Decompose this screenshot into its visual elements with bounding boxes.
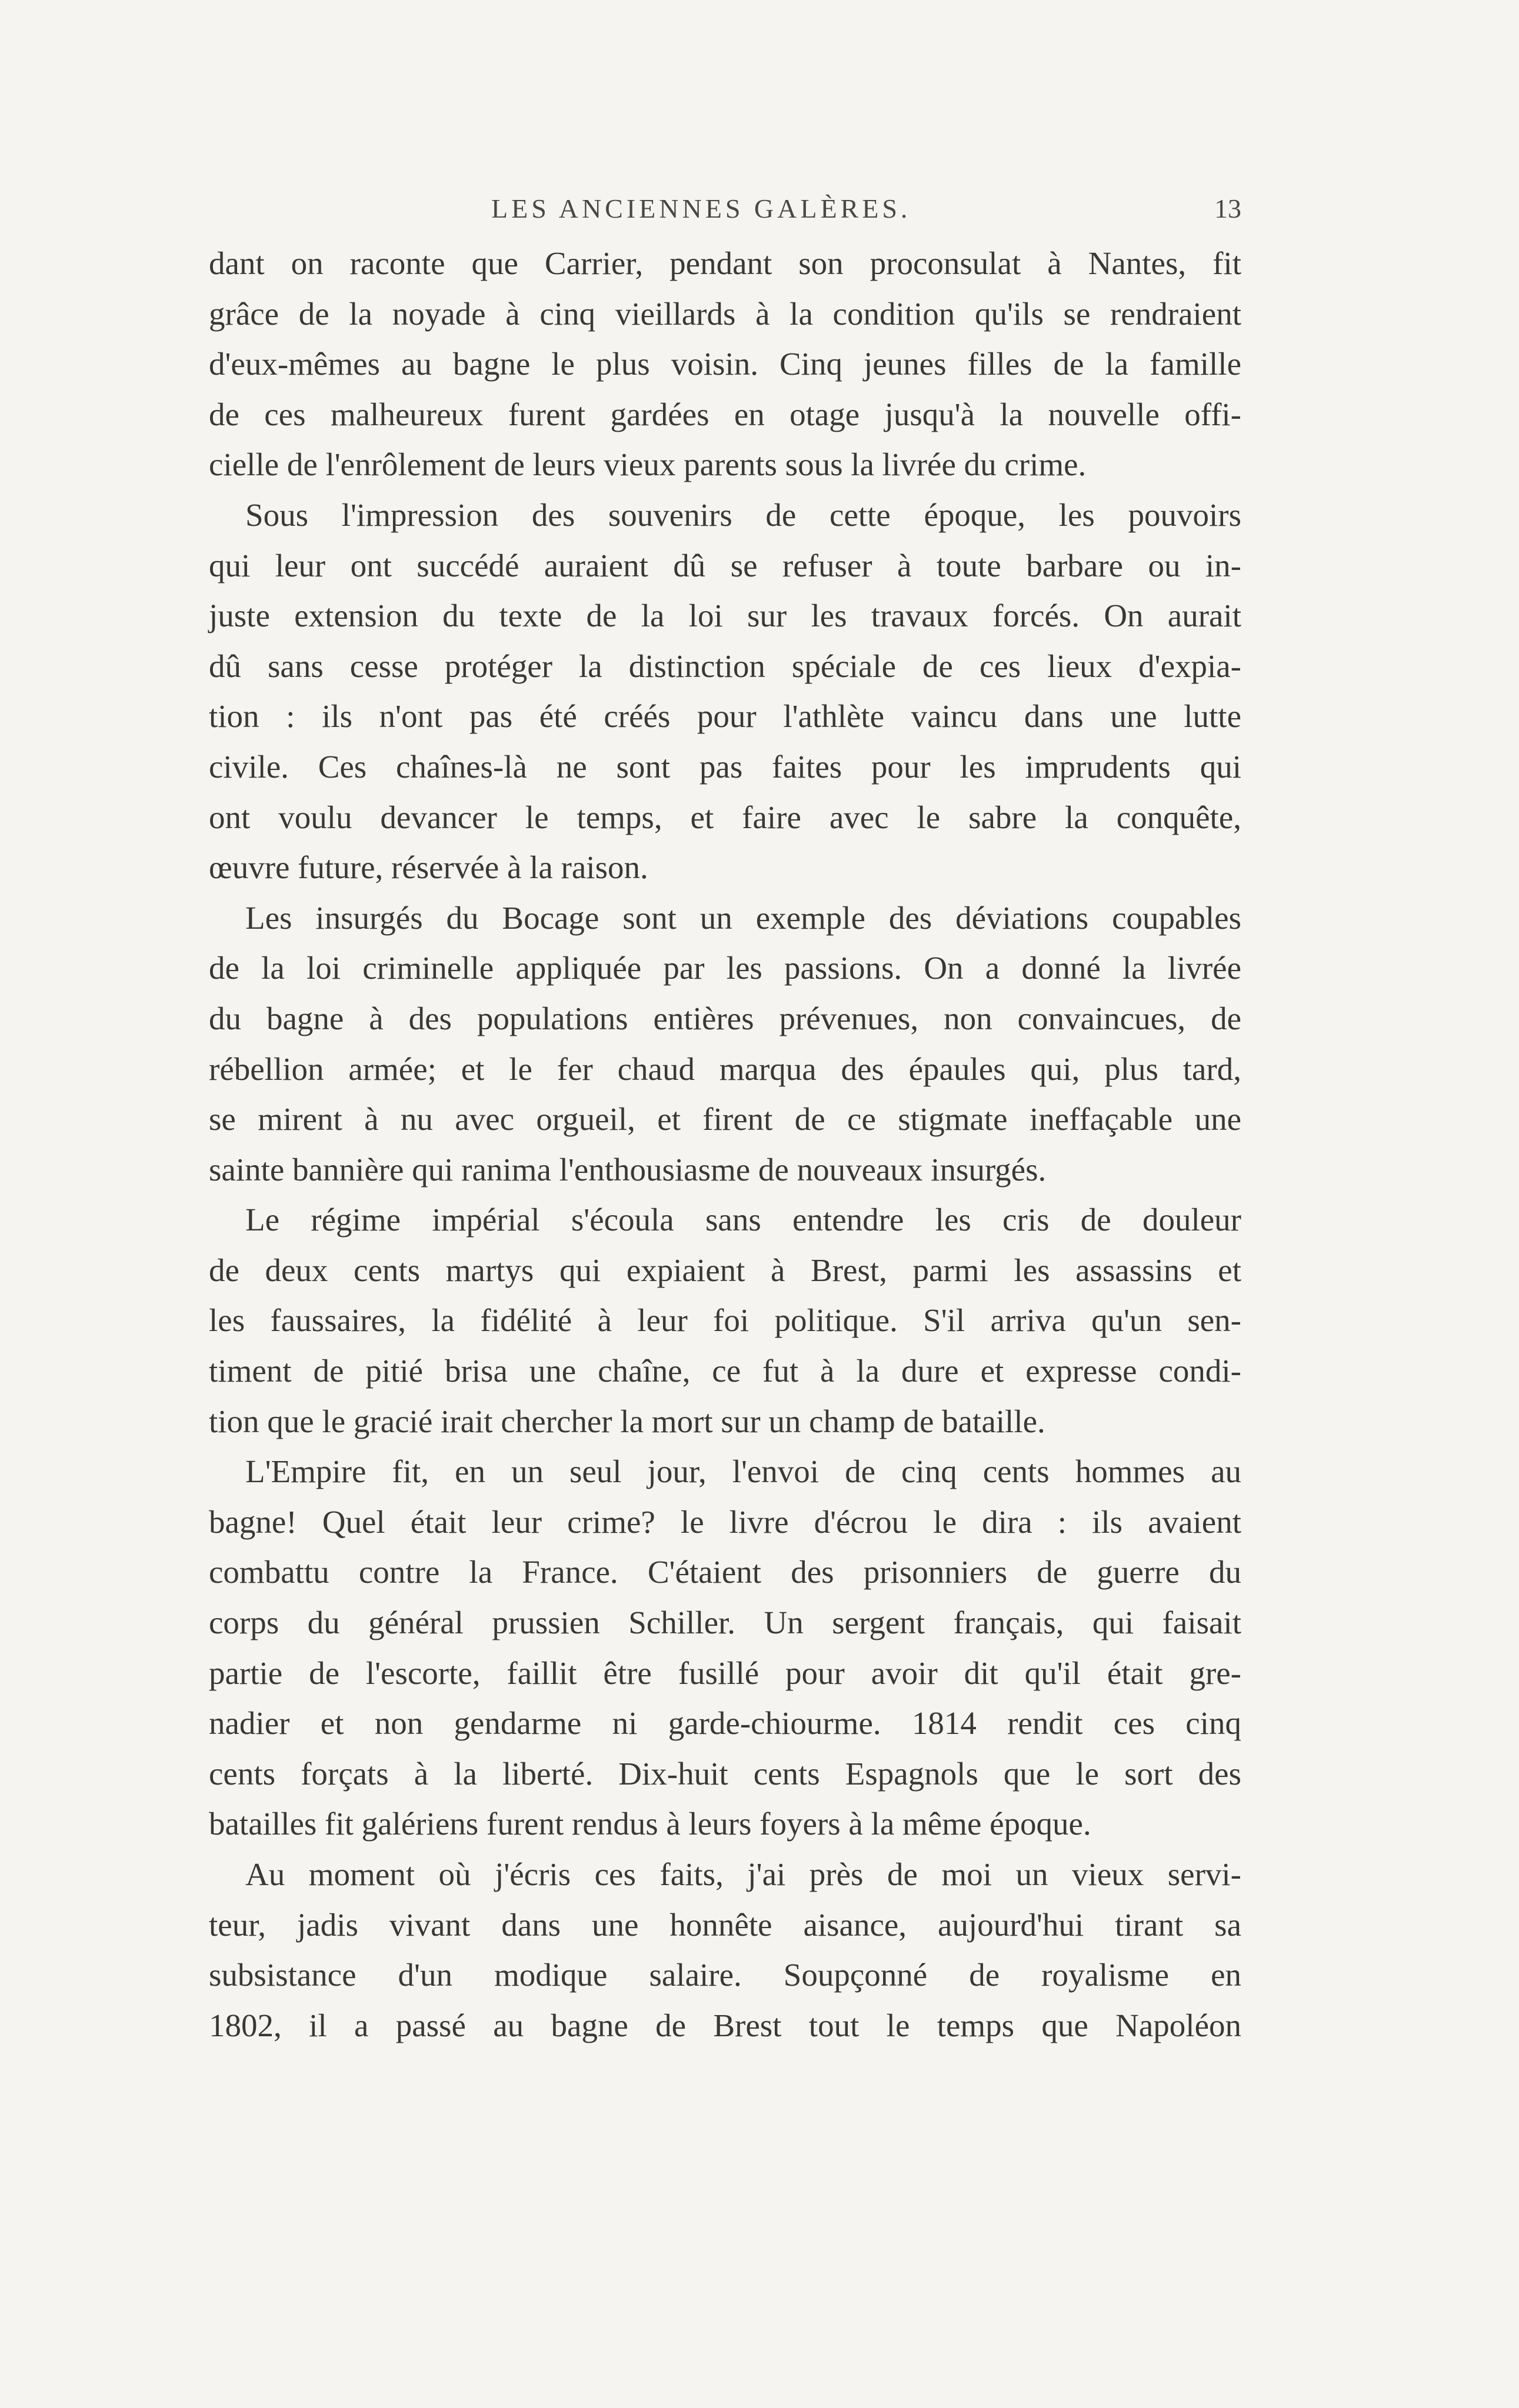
text-line: civile. Ces chaînes-là ne sont pas faites pour les imprudents qui bbox=[209, 748, 1241, 785]
text-line: cielle de l'enrôlement de leurs vieux parents sous la livrée du crime. bbox=[209, 446, 1087, 483]
text-line: de la loi criminelle appliquée par les passions. On a donné la livrée bbox=[209, 950, 1241, 986]
text-line: subsistance d'un modique salaire. Soupçonné de royalisme en bbox=[209, 1957, 1241, 1993]
text-line: Les insurgés du Bocage sont un exemple des déviations coupables bbox=[245, 899, 1241, 936]
text-line: Au moment où j'écris ces faits, j'ai près de moi un vieux servi- bbox=[245, 1856, 1241, 1892]
text-line: partie de l'escorte, faillit être fusillé pour avoir dit qu'il était gre- bbox=[209, 1655, 1241, 1691]
text-line: sainte bannière qui ranima l'enthousiasme de nouveaux insurgés. bbox=[209, 1151, 1047, 1188]
text-line: dant on raconte que Carrier, pendant son proconsulat à Nantes, fit bbox=[209, 245, 1241, 281]
text-line: Sous l'impression des souvenirs de cette époque, les pouvoirs bbox=[245, 496, 1241, 533]
page-number: 13 bbox=[1214, 194, 1241, 224]
text-line: ont voulu devancer le temps, et faire avec le sabre la conquête, bbox=[209, 799, 1241, 835]
text-line: dû sans cesse protéger la distinction spéciale de ces lieux d'expia- bbox=[209, 648, 1241, 684]
text-line: de deux cents martys qui expiaient à Brest, parmi les assassins et bbox=[209, 1252, 1241, 1288]
text-line: teur, jadis vivant dans une honnête aisance, aujourd'hui tirant sa bbox=[209, 1906, 1241, 1943]
text-line: 1802, il a passé au bagne de Brest tout le temps que Napoléon bbox=[209, 2007, 1241, 2043]
text-line: Le régime impérial s'écoula sans entendre les cris de douleur bbox=[245, 1202, 1241, 1238]
text-line: bagne! Quel était leur crime? le livre d'écrou le dira : ils avaient bbox=[209, 1503, 1241, 1540]
running-head bbox=[209, 187, 1241, 234]
text-line: L'Empire fit, en un seul jour, l'envoi de cinq cents hommes au bbox=[245, 1453, 1241, 1490]
text-line: batailles fit galériens furent rendus à leurs foyers à la même époque. bbox=[209, 1806, 1091, 1842]
text-line: œuvre future, réservée à la raison. bbox=[209, 849, 648, 886]
text-line: du bagne à des populations entières prévenues, non convaincues, de bbox=[209, 1000, 1241, 1036]
text-line: tion : ils n'ont pas été créés pour l'athlète vaincu dans une lutte bbox=[209, 698, 1241, 735]
text-line: grâce de la noyade à cinq vieillards à la condition qu'ils se rendraient bbox=[209, 295, 1241, 332]
text-line: corps du général prussien Schiller. Un sergent français, qui faisait bbox=[209, 1605, 1241, 1641]
text-line: les faussaires, la fidélité à leur foi politique. S'il arriva qu'un sen- bbox=[209, 1302, 1241, 1339]
text-line: qui leur ont succédé auraient dû se refuser à toute barbare ou in- bbox=[209, 547, 1241, 583]
text-line: combattu contre la France. C'étaient des prisonniers de guerre du bbox=[209, 1554, 1241, 1590]
text-line: d'eux-mêmes au bagne le plus voisin. Cinq jeunes filles de la famille bbox=[209, 346, 1241, 382]
text-line: cents forçats à la liberté. Dix-huit cents Espagnols que le sort des bbox=[209, 1755, 1241, 1792]
running-title: LES ANCIENNES GALÈRES. bbox=[491, 194, 911, 224]
text-line: rébellion armée; et le fer chaud marqua des épaules qui, plus tard, bbox=[209, 1050, 1241, 1087]
text-line: juste extension du texte de la loi sur les travaux forcés. On aurait bbox=[209, 598, 1241, 634]
text-line: nadier et non gendarme ni garde-chiourme. 1814 rendit ces cinq bbox=[209, 1705, 1241, 1742]
text-line: de ces malheureux furent gardées en otage jusqu'à la nouvelle offi- bbox=[209, 396, 1241, 432]
text-line: timent de pitié brisa une chaîne, ce fut à la dure et expresse condi- bbox=[209, 1353, 1241, 1389]
text-line: se mirent à nu avec orgueil, et firent de ce stigmate ineffaçable une bbox=[209, 1101, 1241, 1138]
body-text bbox=[209, 238, 1241, 2050]
text-line: tion que le gracié irait chercher la mort sur un champ de bataille. bbox=[209, 1403, 1045, 1439]
